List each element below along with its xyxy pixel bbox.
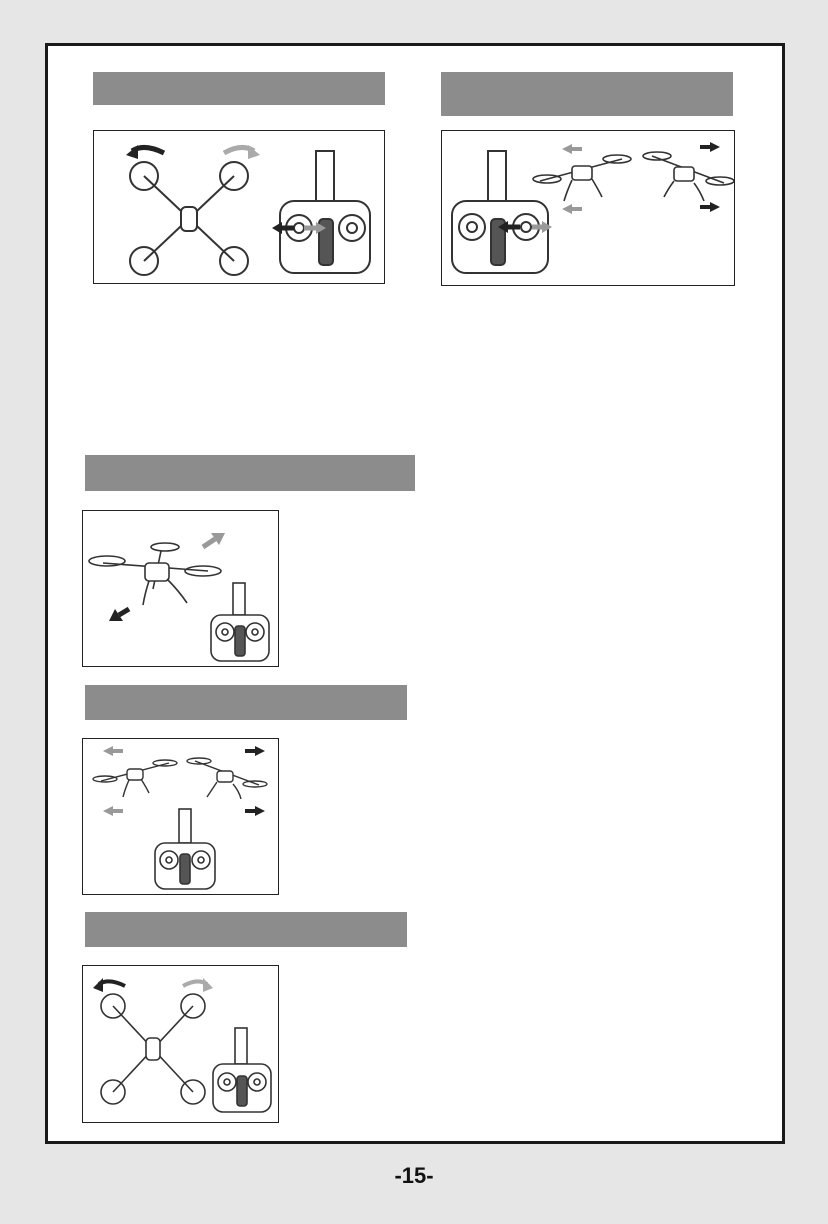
rotate-right-arrow-icon bbox=[248, 145, 260, 159]
left-arrow-icon bbox=[562, 144, 572, 154]
forward-backward-illustration bbox=[83, 511, 278, 666]
rotate-left-arrow-icon bbox=[93, 978, 103, 992]
right-arrow-icon bbox=[710, 202, 720, 212]
drone-tilt-left-icon bbox=[93, 760, 177, 797]
section-bar-forward-backward bbox=[85, 455, 415, 491]
illustration-panel-forward-backward bbox=[82, 510, 279, 667]
left-arrow-icon bbox=[103, 806, 113, 816]
remote-controller-icon bbox=[213, 1028, 271, 1112]
left-arrow-icon bbox=[562, 204, 572, 214]
rotate-left-arrow-icon bbox=[126, 145, 138, 159]
sideways-illustration bbox=[442, 131, 734, 285]
section-bar-sideways-small bbox=[85, 685, 407, 720]
drone-tilt-right-icon bbox=[643, 152, 734, 201]
illustration-panel-sideways-small bbox=[82, 738, 279, 895]
remote-controller-icon bbox=[452, 151, 548, 273]
sideways-small-illustration bbox=[83, 739, 278, 894]
rotate-small-illustration bbox=[83, 966, 278, 1122]
section-bar-rotate-small bbox=[85, 912, 407, 947]
illustration-panel-sideways bbox=[441, 130, 735, 286]
remote-controller-icon bbox=[211, 583, 269, 661]
section-bar-sideways bbox=[441, 72, 733, 116]
right-arrow-icon bbox=[255, 806, 265, 816]
remote-controller-icon bbox=[280, 151, 370, 273]
right-arrow-icon bbox=[710, 142, 720, 152]
drone-top-view-icon bbox=[130, 162, 248, 275]
illustration-panel-rotate-small bbox=[82, 965, 279, 1123]
illustration-panel-rotate bbox=[93, 130, 385, 284]
drone-perspective-icon bbox=[89, 543, 221, 605]
left-arrow-icon bbox=[103, 746, 113, 756]
rotate-illustration bbox=[94, 131, 384, 283]
rotate-right-arrow-icon bbox=[203, 978, 213, 992]
page-number: -15- bbox=[394, 1163, 434, 1188]
section-bar-rotate bbox=[93, 72, 385, 105]
drone-tilt-left-icon bbox=[533, 155, 631, 201]
remote-controller-icon bbox=[155, 809, 215, 889]
drone-tilt-right-icon bbox=[187, 758, 267, 799]
drone-top-view-icon bbox=[101, 994, 205, 1104]
right-arrow-icon bbox=[255, 746, 265, 756]
